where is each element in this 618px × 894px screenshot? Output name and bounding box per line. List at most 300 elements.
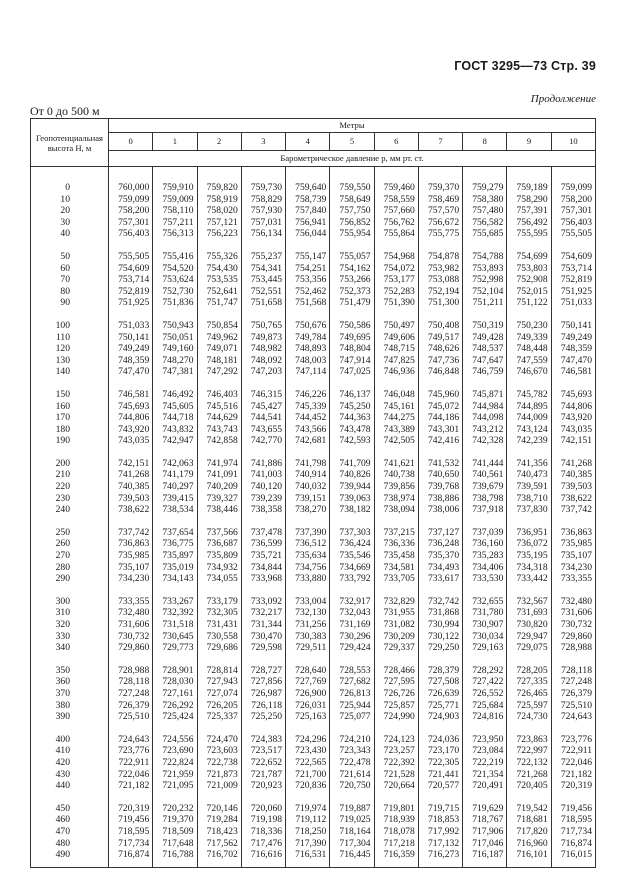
pressure-value: 759,460 (383, 182, 415, 193)
pressure-cell (463, 594, 507, 663)
pressure-value: 743,920 (118, 423, 150, 435)
pressure-value: 729,424 (339, 642, 371, 654)
pressure-value: 739,944 (339, 481, 371, 493)
height-cell (31, 249, 109, 318)
pressure-cell (241, 594, 285, 663)
pressure-value: 741,974 (206, 457, 238, 469)
pressure-value: 754,520 (162, 262, 194, 274)
pressure-value: 729,598 (250, 642, 283, 654)
pressure-value: 730,383 (295, 630, 327, 642)
table-row-group (31, 525, 596, 594)
pressure-cell (330, 663, 374, 732)
pressure-value: 731,344 (250, 619, 283, 630)
pressure-value: 752,819 (118, 285, 150, 297)
pressure-value: 731,955 (383, 607, 415, 619)
pressure-value: 735,019 (162, 561, 194, 573)
pressure-value: 731,518 (162, 619, 194, 630)
pressure-value: 756,403 (560, 216, 592, 228)
pressure-cell (109, 249, 153, 318)
pressure-value: 725,163 (295, 711, 327, 723)
pressure-cell (241, 387, 285, 456)
pressure-value: 728,901 (162, 664, 194, 676)
pressure-value: 756,492 (516, 216, 548, 228)
pressure-cell (507, 456, 551, 525)
pressure-cell (330, 732, 374, 801)
pressure-value: 717,046 (472, 837, 504, 849)
pressure-value: 755,864 (383, 228, 415, 240)
pressure-value: 744,098 (472, 412, 504, 424)
pressure-value: 752,819 (560, 274, 592, 286)
pressure-cell (551, 801, 595, 867)
pressure-value: 728,640 (295, 664, 327, 676)
pressure-value: 717,476 (250, 837, 283, 849)
table-row-group (31, 249, 596, 318)
pressure-value: 752,015 (516, 285, 548, 297)
pressure-value: 723,170 (427, 745, 460, 757)
pressure-value: 725,597 (516, 699, 548, 711)
height-value: 0 (65, 182, 70, 193)
height-value: 130 (55, 354, 70, 366)
pressure-value: 745,871 (472, 388, 504, 400)
pressure-value: 730,994 (427, 619, 460, 630)
pressure-value: 757,301 (560, 205, 592, 217)
pressure-value: 734,756 (295, 561, 327, 573)
pressure-value: 726,726 (383, 687, 415, 699)
pressure-value: 759,910 (162, 182, 194, 193)
pressure-value: 735,634 (295, 550, 327, 562)
pressure-value: 750,765 (250, 319, 283, 331)
pressure-value: 753,266 (339, 274, 371, 286)
pressure-cell (286, 387, 330, 456)
pressure-cell (374, 525, 418, 594)
pressure-cell (109, 456, 153, 525)
pressure-value: 732,480 (118, 607, 150, 619)
pressure-value: 726,379 (118, 699, 150, 711)
pressure-value: 740,561 (472, 469, 504, 481)
pressure-value: 759,820 (206, 182, 238, 193)
meters-header: Метры (109, 119, 596, 133)
column-header: 8 (463, 133, 507, 151)
pressure-value: 751,925 (560, 285, 592, 297)
pressure-cell (507, 732, 551, 801)
pressure-value: 748,715 (383, 343, 415, 355)
pressure-value: 735,195 (516, 550, 548, 562)
table-row-group (31, 594, 596, 663)
pressure-value: 754,162 (339, 262, 371, 274)
height-value: 320 (55, 619, 70, 630)
pressure-value: 745,782 (516, 388, 548, 400)
pressure-value: 759,189 (516, 182, 548, 193)
pressure-value: 730,732 (560, 619, 592, 630)
pressure-value: 738,358 (250, 504, 283, 516)
pressure-value: 744,186 (427, 412, 460, 424)
pressure-value: 757,121 (206, 216, 238, 228)
pressure-value: 734,669 (339, 561, 371, 573)
pressure-value: 727,595 (383, 676, 415, 688)
pressure-value: 728,118 (118, 676, 150, 688)
pressure-cell (463, 663, 507, 732)
pressure-value: 749,873 (250, 331, 283, 343)
pressure-value: 745,605 (162, 400, 194, 412)
height-value: 310 (55, 607, 70, 619)
pressure-value: 750,319 (472, 319, 504, 331)
pressure-value: 757,660 (383, 205, 415, 217)
pressure-value: 726,205 (206, 699, 238, 711)
pressure-value: 717,304 (339, 837, 371, 849)
pressure-value: 749,160 (162, 343, 194, 355)
stub-header: Геопотенциальная высота H, м (31, 119, 109, 167)
pressure-value: 750,586 (339, 319, 371, 331)
pressure-value: 747,203 (250, 366, 283, 378)
pressure-value: 746,492 (162, 388, 194, 400)
pressure-header: Барометрическое давление p, мм рт. ст. (109, 151, 596, 167)
height-value: 300 (55, 595, 70, 607)
pressure-cell (507, 387, 551, 456)
pressure-value: 758,110 (162, 205, 194, 217)
pressure-cell (551, 732, 595, 801)
height-value: 390 (55, 711, 70, 723)
pressure-value: 746,581 (118, 388, 150, 400)
pressure-value: 730,558 (206, 630, 238, 642)
pressure-value: 748,626 (427, 343, 460, 355)
pressure-cell (551, 318, 595, 387)
pressure-value: 717,734 (118, 837, 150, 849)
pressure-value: 740,650 (427, 469, 460, 481)
pressure-value: 721,354 (472, 768, 504, 780)
pressure-value: 750,408 (427, 319, 460, 331)
pressure-value: 718,509 (162, 825, 194, 837)
pressure-cell (286, 318, 330, 387)
pressure-value: 744,541 (250, 412, 283, 424)
pressure-value: 731,082 (383, 619, 415, 630)
pressure-cell (463, 318, 507, 387)
height-value: 350 (55, 664, 70, 676)
height-cell (31, 594, 109, 663)
pressure-value: 738,270 (295, 504, 327, 516)
pressure-value: 738,006 (427, 504, 460, 516)
pressure-value: 757,840 (295, 205, 327, 217)
pressure-value: 720,750 (339, 780, 371, 792)
pressure-value: 723,950 (472, 733, 504, 745)
pressure-cell (374, 318, 418, 387)
height-value: 420 (55, 756, 70, 768)
pressure-value: 747,647 (472, 354, 504, 366)
pressure-cell (418, 456, 462, 525)
pressure-value: 721,528 (383, 768, 415, 780)
pressure-value: 731,868 (427, 607, 460, 619)
pressure-value: 738,094 (383, 504, 415, 516)
pressure-value: 745,693 (118, 400, 150, 412)
pressure-value: 748,359 (560, 343, 592, 355)
pressure-value: 733,004 (295, 595, 327, 607)
pressure-value: 751,300 (427, 297, 460, 309)
pressure-value: 736,248 (427, 538, 460, 550)
pressure-value: 750,141 (118, 331, 150, 343)
pressure-value: 735,721 (250, 550, 283, 562)
pressure-value: 741,356 (516, 457, 548, 469)
pressure-value: 734,844 (250, 561, 283, 573)
pressure-cell (197, 801, 241, 867)
pressure-value: 718,767 (472, 814, 504, 826)
height-value: 260 (55, 538, 70, 550)
pressure-cell (197, 456, 241, 525)
pressure-value: 756,582 (472, 216, 504, 228)
pressure-value: 742,151 (118, 457, 150, 469)
pressure-value: 758,649 (339, 193, 371, 205)
table-row-group (31, 318, 596, 387)
pressure-cell (286, 732, 330, 801)
pressure-value: 725,510 (560, 699, 592, 711)
pressure-value: 742,416 (427, 435, 460, 447)
pressure-value: 742,593 (339, 435, 371, 447)
pressure-value: 752,462 (295, 285, 327, 297)
column-header: 7 (418, 133, 462, 151)
pressure-value: 716,101 (516, 849, 548, 861)
height-value: 140 (55, 366, 70, 378)
pressure-value: 724,036 (427, 733, 460, 745)
pressure-value: 728,205 (516, 664, 548, 676)
pressure-value: 734,143 (162, 573, 194, 585)
pressure-cell (153, 456, 197, 525)
column-header: 9 (507, 133, 551, 151)
pressure-value: 736,599 (250, 538, 283, 550)
pressure-cell (418, 318, 462, 387)
pressure-value: 752,641 (206, 285, 238, 297)
pressure-value: 716,616 (250, 849, 283, 861)
pressure-value: 719,025 (339, 814, 371, 826)
pressure-value: 721,787 (250, 768, 283, 780)
pressure-cell (463, 525, 507, 594)
pressure-value: 739,503 (560, 481, 592, 493)
pressure-value: 732,829 (383, 595, 415, 607)
pressure-value: 755,326 (206, 250, 238, 262)
pressure-value: 755,057 (339, 250, 371, 262)
pressure-value: 755,505 (118, 250, 150, 262)
pressure-value: 729,773 (162, 642, 194, 654)
pressure-value: 755,685 (472, 228, 504, 240)
pressure-value: 758,919 (206, 193, 238, 205)
pressure-value: 725,510 (118, 711, 150, 723)
pressure-value: 746,848 (427, 366, 460, 378)
pressure-value: 726,292 (162, 699, 194, 711)
pressure-value: 732,655 (472, 595, 504, 607)
pressure-value: 739,591 (516, 481, 548, 493)
pressure-cell (374, 456, 418, 525)
pressure-value: 749,695 (339, 331, 371, 343)
pressure-cell (463, 732, 507, 801)
pressure-value: 742,505 (383, 435, 415, 447)
continuation-label: Продолжение (530, 93, 596, 105)
pressure-value: 730,209 (383, 630, 415, 642)
pressure-value: 722,132 (516, 756, 548, 768)
pressure-value: 732,043 (339, 607, 371, 619)
pressure-value: 739,239 (250, 492, 283, 504)
pressure-value: 743,389 (383, 423, 415, 435)
pressure-value: 735,985 (118, 550, 150, 562)
pressure-value: 732,742 (427, 595, 460, 607)
height-value: 250 (55, 526, 70, 538)
pressure-value: 746,403 (206, 388, 238, 400)
pressure-value: 759,099 (560, 182, 592, 193)
pressure-value: 757,391 (516, 205, 548, 217)
pressure-value: 719,887 (339, 802, 371, 814)
pressure-cell (418, 387, 462, 456)
pressure-value: 754,072 (383, 262, 415, 274)
pressure-value: 753,356 (295, 274, 327, 286)
pressure-value: 726,379 (560, 687, 592, 699)
pressure-value: 753,088 (427, 274, 460, 286)
pressure-value: 727,422 (472, 676, 504, 688)
pressure-value: 716,702 (206, 849, 238, 861)
pressure-cell (153, 801, 197, 867)
pressure-value: 727,856 (250, 676, 283, 688)
pressure-value: 737,390 (295, 526, 327, 538)
pressure-value: 727,769 (295, 676, 327, 688)
pressure-value: 743,832 (162, 423, 194, 435)
pressure-value: 720,060 (250, 802, 283, 814)
pressure-value: 741,091 (206, 469, 238, 481)
pressure-value: 739,151 (295, 492, 327, 504)
pressure-value: 719,370 (162, 814, 194, 826)
pressure-value: 717,820 (516, 825, 548, 837)
pressure-value: 750,051 (162, 331, 194, 343)
pressure-value: 758,200 (118, 205, 150, 217)
pressure-value: 716,359 (383, 849, 415, 861)
pressure-cell (241, 249, 285, 318)
pressure-value: 738,886 (427, 492, 460, 504)
pressure-cell (418, 801, 462, 867)
pressure-cell (507, 318, 551, 387)
pressure-value: 727,335 (516, 676, 548, 688)
pressure-cell (153, 594, 197, 663)
pressure-value: 717,218 (383, 837, 415, 849)
height-value: 470 (55, 825, 70, 837)
height-value: 50 (60, 250, 70, 262)
pressure-value: 743,566 (295, 423, 327, 435)
pressure-value: 752,730 (162, 285, 194, 297)
pressure-value: 724,730 (516, 711, 548, 723)
pressure-cell (241, 456, 285, 525)
pressure-value: 753,177 (383, 274, 415, 286)
pressure-value: 724,210 (339, 733, 371, 745)
pressure-value: 727,943 (206, 676, 238, 688)
pressure-value: 741,709 (339, 457, 371, 469)
pressure-cell (551, 456, 595, 525)
pressure-value: 749,428 (472, 331, 504, 343)
pressure-value: 757,031 (250, 216, 283, 228)
pressure-value: 723,690 (162, 745, 194, 757)
pressure-value: 737,742 (560, 504, 592, 516)
pressure-value: 716,531 (295, 849, 327, 861)
pressure-value: 716,874 (118, 849, 150, 861)
pressure-value: 743,035 (560, 423, 592, 435)
pressure-value: 748,359 (118, 354, 150, 366)
pressure-value: 720,232 (162, 802, 194, 814)
pressure-value: 751,122 (516, 297, 548, 309)
pressure-value: 752,998 (472, 274, 504, 286)
height-value: 20 (60, 205, 70, 217)
height-value: 100 (55, 319, 70, 331)
pressure-value: 749,517 (427, 331, 460, 343)
pressure-value: 719,715 (427, 802, 460, 814)
pressure-cell (109, 801, 153, 867)
pressure-cell (551, 167, 595, 249)
pressure-value: 739,768 (427, 481, 460, 493)
pressure-value: 717,562 (206, 837, 238, 849)
pressure-value: 720,319 (118, 802, 150, 814)
pressure-value: 722,911 (561, 745, 592, 757)
pressure-value: 745,427 (250, 400, 283, 412)
pressure-value: 742,681 (295, 435, 327, 447)
pressure-value: 720,923 (250, 780, 283, 792)
pressure-cell (197, 594, 241, 663)
height-value: 330 (55, 630, 70, 642)
pressure-value: 742,947 (162, 435, 194, 447)
pressure-value: 758,829 (250, 193, 283, 205)
pressure-value: 733,355 (118, 595, 150, 607)
pressure-cell (109, 525, 153, 594)
pressure-value: 729,163 (472, 642, 504, 654)
pressure-value: 748,448 (516, 343, 548, 355)
pressure-value: 754,341 (250, 262, 283, 274)
pressure-value: 741,268 (560, 457, 592, 469)
pressure-cell (286, 801, 330, 867)
pressure-value: 737,918 (472, 504, 504, 516)
pressure-value: 753,893 (472, 262, 504, 274)
pressure-cell (153, 318, 197, 387)
pressure-value: 727,074 (206, 687, 238, 699)
pressure-value: 740,473 (516, 469, 548, 481)
pressure-value: 729,337 (383, 642, 415, 654)
height-value: 290 (55, 573, 70, 585)
pressure-value: 744,718 (162, 412, 194, 424)
pressure-value: 732,305 (206, 607, 238, 619)
pressure-cell (197, 525, 241, 594)
pressure-value: 723,430 (295, 745, 327, 757)
pressure-value: 722,997 (516, 745, 548, 757)
pressure-value: 718,336 (250, 825, 283, 837)
pressure-value: 733,442 (516, 573, 548, 585)
pressure-value: 756,672 (427, 216, 460, 228)
pressure-cell (241, 801, 285, 867)
pressure-value: 719,456 (118, 814, 150, 826)
pressure-value: 735,546 (339, 550, 371, 562)
pressure-cell (330, 387, 374, 456)
table-row-group (31, 456, 596, 525)
pressure-value: 751,747 (206, 297, 238, 309)
pressure-value: 718,939 (383, 814, 415, 826)
pressure-cell (374, 801, 418, 867)
pressure-value: 740,385 (560, 469, 592, 481)
pressure-cell (153, 663, 197, 732)
pressure-cell (197, 732, 241, 801)
pressure-value: 741,003 (250, 469, 283, 481)
height-value: 70 (60, 274, 70, 286)
height-value: 280 (55, 561, 70, 573)
pressure-value: 746,581 (560, 366, 592, 378)
height-value: 230 (55, 492, 70, 504)
pressure-value: 726,118 (251, 699, 283, 711)
pressure-value: 718,164 (339, 825, 371, 837)
height-value: 270 (55, 550, 70, 562)
pressure-value: 748,537 (472, 343, 504, 355)
pressure-value: 748,181 (206, 354, 238, 366)
pressure-value: 729,860 (118, 642, 150, 654)
pressure-value: 740,209 (206, 481, 238, 493)
pressure-value: 742,858 (206, 435, 238, 447)
pressure-cell (551, 249, 595, 318)
pressure-value: 724,643 (118, 733, 150, 745)
